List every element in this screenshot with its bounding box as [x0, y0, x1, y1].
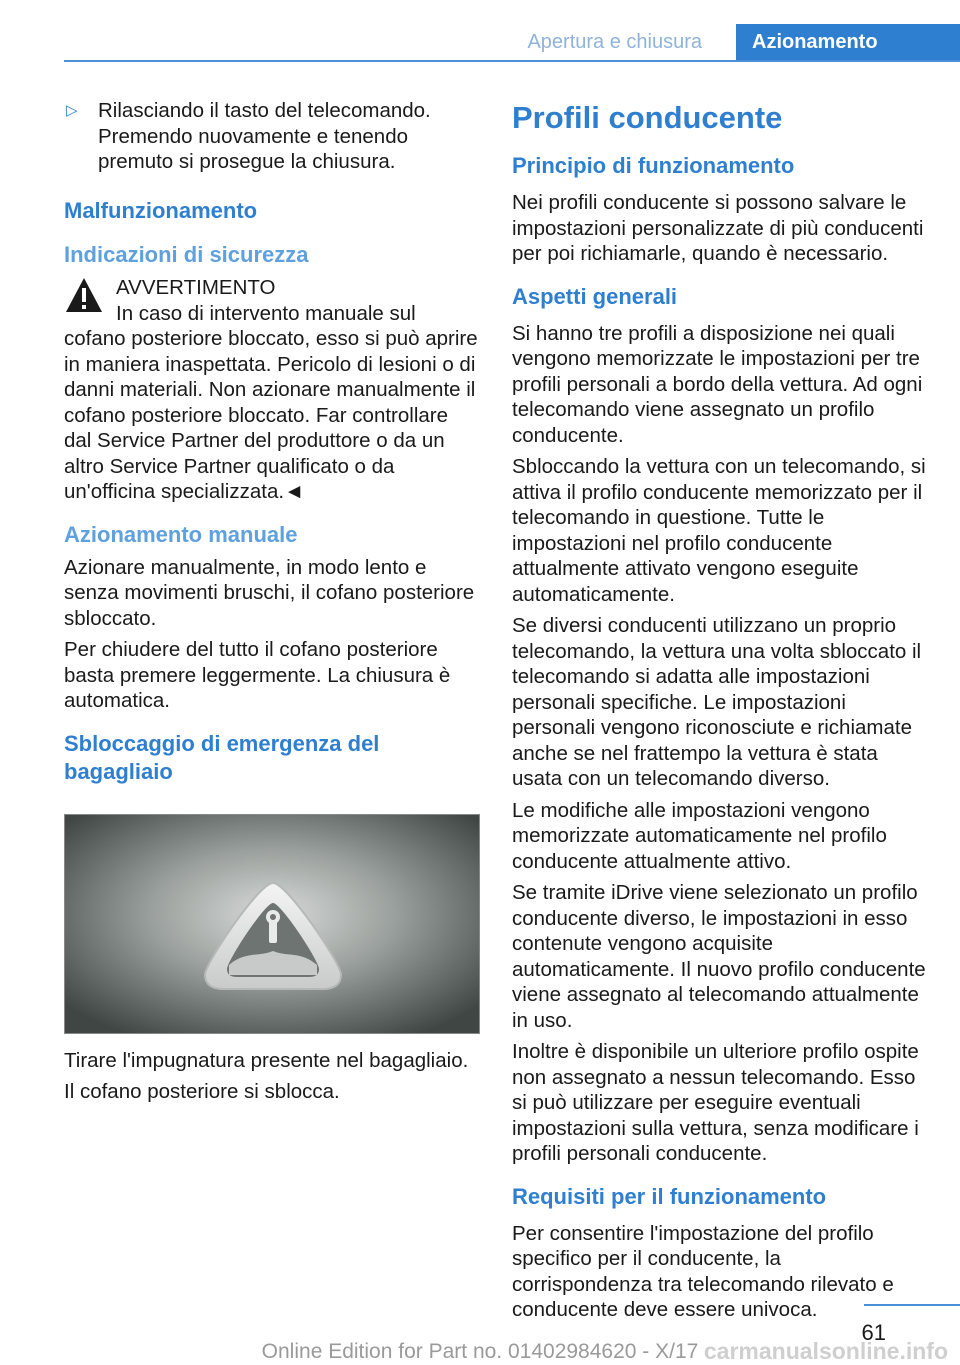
manual-paragraph-2: Per chiudere del tutto il cofano posteriore basta premere leggermente. La chiusura è automatica. [64, 638, 451, 712]
heading-requirements: Requisiti per il funzionamento [512, 1183, 827, 1209]
header-rule [64, 60, 960, 62]
triangle-bullet-icon: ▷ [66, 102, 78, 119]
section-title: Profili conducente [512, 100, 783, 135]
bullet-text: Rilasciando il tasto del telecomando. Premendo nuovamente e tenendo premuto si prosegue la chiusura. [98, 99, 431, 173]
warning-title: AVVERTIMENTO [116, 275, 276, 299]
warning-block [64, 275, 480, 505]
general-paragraph-1: Si hanno tre profili a disposizione nei quali vengono memorizzate le impostazioni per tre profili personali a bordo della vettura. Ad ogni telecomando viene assegnato un profilo conducente. [512, 321, 923, 447]
heading-emergency-release: Sbloccaggio di emergenza del bagagliaio [64, 730, 380, 784]
header-chapter-tab: Azionamento [736, 24, 960, 62]
edition-note: Online Edition for Part no. 01402984620 - X/17 [261, 1340, 699, 1363]
right-column [512, 98, 926, 1329]
warning-triangle-icon [64, 275, 104, 315]
general-paragraph-2: Sbloccando la vettura con un telecomando, si attiva il profilo conducente memorizzato per il telecomando in questione. Tutte le impostazioni nel profilo conducente attualmente attivato vengono eseguite automaticamente. [512, 455, 926, 606]
bullet-item [64, 98, 480, 175]
principle-paragraph-1: Nei profili conducente si possono salvare le impostazioni personalizzate di più conducenti per poi richiamarle, quando è necessario. [512, 191, 924, 265]
page-number: 61 [861, 1320, 886, 1345]
manual-paragraph-1: Azionare manualmente, in modo lento e senza movimenti bruschi, il cofano posteriore sbloccato. [64, 555, 475, 630]
warning-text: In caso di intervento manuale sul cofano posteriore bloccato, esso si può aprire in maniera inaspettata. Pericolo di lesioni o di danni materiali. Non azionare manualmente il cofano posteriore bloccato. Far controllare dal Service Partner del produttore o da un altro Service Partner qualificato o da un'officina specializzata.◄ [64, 301, 478, 503]
left-column [64, 98, 480, 1111]
general-paragraph-3: Se diversi conducenti utilizzano un proprio telecomando, la vettura una volta sbloccato il telecomando si adatta alle impostazioni personali specifiche. Le impostazioni personali vengono riconosciute e richiamate anche se nel frattempo la vettura è stata usata con un telecomando diverso. [512, 614, 922, 790]
requirements-paragraph-1: Per consentire l'impostazione del profilo specifico per il conducente, la corrispondenza tra telecomando rilevato e conducente deve essere univoca. [512, 1221, 894, 1321]
emergency-release-handle-icon [65, 815, 480, 1034]
emergency-paragraph-2: Il cofano posteriore si sblocca. [64, 1080, 340, 1103]
general-paragraph-6: Inoltre è disponibile un ulteriore profilo ospite non assegnato a nessun telecomando. Esso si può utilizzare per eseguire eventuali impostazioni sulla vettura, senza modificare i profili personali conducente. [512, 1040, 919, 1165]
page-footer [0, 1302, 960, 1362]
emergency-release-photo [64, 814, 480, 1034]
subheading-safety: Indicazioni di sicurezza [64, 241, 309, 267]
heading-malfunction: Malfunzionamento [64, 197, 258, 223]
page-header [0, 0, 960, 62]
heading-general: Aspetti generali [512, 283, 678, 309]
general-paragraph-4: Le modifiche alle impostazioni vengono memorizzate automaticamente nel profilo conducente attualmente attivo. [512, 798, 887, 873]
watermark: carmanualsonline.info [703, 1338, 948, 1364]
heading-principle: Principio di funzionamento [512, 153, 795, 178]
subheading-manual: Azionamento manuale [64, 521, 298, 547]
header-section-title: Apertura e chiusura [527, 31, 702, 53]
general-paragraph-5: Se tramite iDrive viene selezionato un profilo conducente diverso, le impostazioni in esso contenute vengono acquisite automaticamente. Il nuovo profilo conducente viene assegnato al telecomando attualmente in uso. [512, 881, 926, 1032]
emergency-paragraph-1: Tirare l'impugnatura presente nel bagagliaio. [64, 1048, 469, 1072]
footer-rule [864, 1304, 960, 1306]
